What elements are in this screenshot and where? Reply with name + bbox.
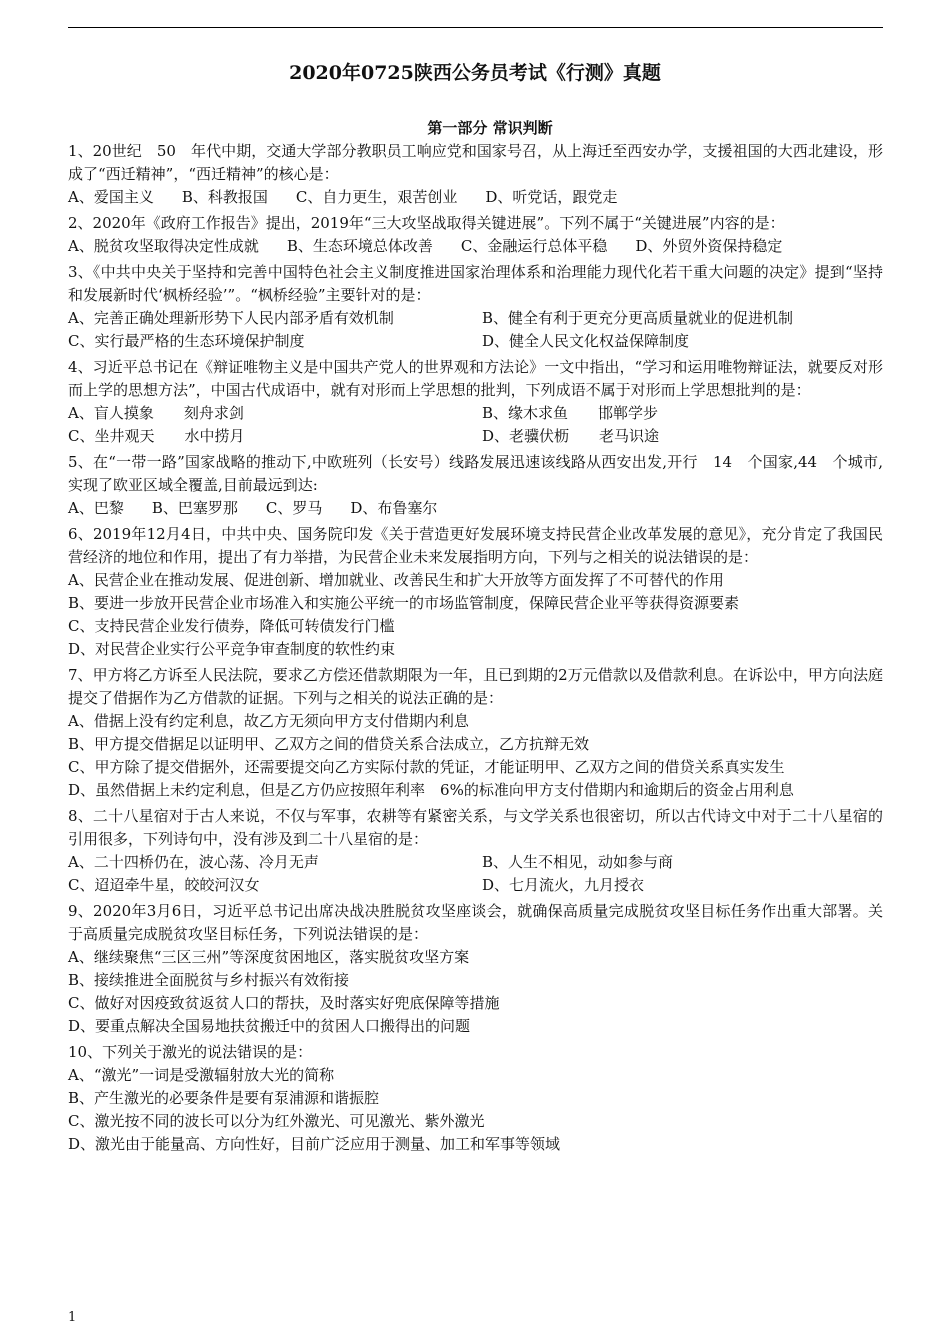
question-3 (68, 261, 883, 353)
options (68, 710, 883, 802)
option-c: C、坐井观天 水中捞月 (68, 427, 245, 445)
option-a: A、二十四桥仍在，波心荡、冷月无声 (68, 853, 319, 871)
option-a: A、盲人摸象 刻舟求剑 (68, 404, 244, 422)
option-b: B、生态环境总体改善 (286, 237, 433, 255)
option-c: C、支持民营企业发行债券，降低可转债发行门槛 (68, 617, 395, 635)
option-a: A、继续聚焦“三区三州”等深度贫困地区，落实脱贫攻坚方案 (68, 948, 470, 966)
question-6 (68, 523, 883, 661)
question-9 (68, 900, 883, 1038)
option-d: D、激光由于能量高、方向性好，目前广泛应用于测量、加工和军事等领域 (68, 1135, 561, 1153)
document-title: 2020年0725陕西公务员考试《行测》真题 (289, 62, 661, 84)
option-c: C、实行最严格的生态环境保护制度 (68, 332, 305, 350)
question-1 (68, 140, 883, 209)
option-b: B、要进一步放开民营企业市场准入和实施公平统一的市场监管制度，保障民营企业平等获得资源要素 (68, 594, 740, 612)
option-b: B、巴塞罗那 (151, 499, 238, 517)
question-stem: 2、2020年《政府工作报告》提出，2019年“三大攻坚战取得关键进展”。下列不属于“关键进展”内容的是： (68, 214, 785, 232)
header-rule (68, 27, 883, 28)
options (68, 497, 883, 520)
option-d: D、要重点解决全国易地扶贫搬迁中的贫困人口搬得出的问题 (68, 1017, 471, 1035)
option-c: C、激光按不同的波长可以分为红外激光、可见激光、紫外激光 (68, 1112, 485, 1130)
question-stem: 5、在“一带一路”国家战略的推动下,中欧班列（长安号）线路发展迅速该线路从西安出发,开行 14 个国家,44 个城市,实现了欧亚区域全覆盖,目前最远到达: (68, 453, 883, 494)
option-c: C、迢迢牵牛星，皎皎河汉女 (68, 876, 260, 894)
option-c: C、甲方除了提交借据外，还需要提交向乙方实际付款的凭证，才能证明甲、乙双方之间的借贷关系真实发生 (68, 758, 785, 776)
option-c: C、做好对因疫致贫返贫人口的帮扶，及时落实好兜底保障等措施 (68, 994, 500, 1012)
option-b: B、产生激光的必要条件是要有泵浦源和谐振腔 (68, 1089, 380, 1107)
question-10 (68, 1041, 883, 1156)
question-5 (68, 451, 883, 520)
question-stem: 10、下列关于激光的说法错误的是： (68, 1043, 313, 1061)
option-a: A、巴黎 (68, 499, 124, 517)
options (68, 569, 883, 661)
option-a: A、完善正确处理新形势下人民内部矛盾有效机制 (68, 309, 394, 327)
options (68, 946, 883, 1038)
question-stem: 4、习近平总书记在《辩证唯物主义是中国共产党人的世界观和方法论》一文中指出，“学习和运用唯物辩证法，就要反对形而上学的思想方法”，中国古代成语中，就有对形而上学思想的批判，下列成语不属于对形而上学思想批判的是： (68, 358, 883, 399)
option-b: B、缘木求鱼 邯郸学步 (482, 404, 659, 422)
option-c: C、罗马 (265, 499, 323, 517)
option-a: A、“激光”一词是受激辐射放大光的简称 (68, 1066, 335, 1084)
options (68, 1064, 883, 1156)
option-d: D、七月流火，九月授衣 (482, 876, 645, 894)
option-b: B、健全有利于更充分更高质量就业的促进机制 (482, 309, 794, 327)
question-2 (68, 212, 883, 258)
option-d: D、对民营企业实行公平竞争审查制度的软性约束 (68, 640, 396, 658)
option-b: B、甲方提交借据足以证明甲、乙双方之间的借贷关系合法成立，乙方抗辩无效 (68, 735, 590, 753)
option-c: C、金融运行总体平稳 (460, 237, 608, 255)
options (68, 307, 883, 353)
question-stem: 8、二十八星宿对于古人来说，不仅与军事，农耕等有紧密关系，与文学关系也很密切，所以古代诗文中对于二十八星宿的引用很多，下列诗句中，没有涉及到二十八星宿的是： (68, 807, 883, 848)
option-a: A、民营企业在推动发展、促进创新、增加就业、改善民生和扩大开放等方面发挥了不可替代的作用 (68, 571, 724, 589)
options (68, 235, 883, 258)
option-d: D、听党话，跟党走 (485, 188, 618, 206)
option-d: D、老骥伏枥 老马识途 (482, 427, 660, 445)
option-c: C、自力更生，艰苦创业 (295, 188, 458, 206)
option-b: B、科教报国 (181, 188, 268, 206)
options (68, 851, 883, 897)
option-b: B、接续推进全面脱贫与乡村振兴有效衔接 (68, 971, 350, 989)
options (68, 402, 883, 448)
question-list (68, 140, 883, 1159)
question-stem: 6、2019年12月4日，中共中央、国务院印发《关于营造更好发展环境支持民营企业改革发展的意见》，充分肯定了我国民营经济的地位和作用，提出了有力举措，为民营企业未来发展指明方向，下列与之相关的说法错误的是： (68, 525, 883, 566)
option-d: D、外贸外资保持稳定 (635, 237, 783, 255)
page-number: 1 (68, 1310, 77, 1325)
question-stem: 7、甲方将乙方诉至人民法院，要求乙方偿还借款期限为一年，且已到期的2万元借款以及借款利息。在诉讼中，甲方向法庭提交了借据作为乙方借款的证据。下列与之相关的说法正确的是： (68, 666, 883, 707)
question-stem: 1、20世纪 50 年代中期，交通大学部分教职员工响应党和国家号召，从上海迁至西安办学，支援祖国的大西北建设，形成了“西迁精神”，“西迁精神”的核心是： (68, 142, 883, 183)
options (68, 186, 883, 209)
question-stem: 3、《中共中央关于坚持和完善中国特色社会主义制度推进国家治理体系和治理能力现代化若干重大问题的决定》提到“坚持和发展新时代‘枫桥经验’”。“枫桥经验”主要针对的是： (68, 263, 883, 304)
question-4 (68, 356, 883, 448)
option-a: A、借据上没有约定利息，故乙方无须向甲方支付借期内利息 (68, 712, 469, 730)
question-stem: 9、2020年3月6日，习近平总书记出席决战决胜脱贫攻坚座谈会，就确保高质量完成脱贫攻坚目标任务作出重大部署。关于高质量完成脱贫攻坚目标任务，下列说法错误的是： (68, 902, 883, 943)
option-b: B、人生不相见，动如参与商 (482, 853, 674, 871)
question-7 (68, 664, 883, 802)
option-d: D、布鲁塞尔 (350, 499, 438, 517)
section-heading: 第一部分 常识判断 (427, 119, 553, 137)
question-8 (68, 805, 883, 897)
option-a: A、脱贫攻坚取得决定性成就 (68, 237, 259, 255)
option-d: D、虽然借据上未约定利息，但是乙方仍应按照年利率 6%的标准向甲方支付借期内和逾期后的资金占用利息 (68, 781, 794, 799)
option-a: A、爱国主义 (68, 188, 154, 206)
option-d: D、健全人民文化权益保障制度 (482, 332, 690, 350)
